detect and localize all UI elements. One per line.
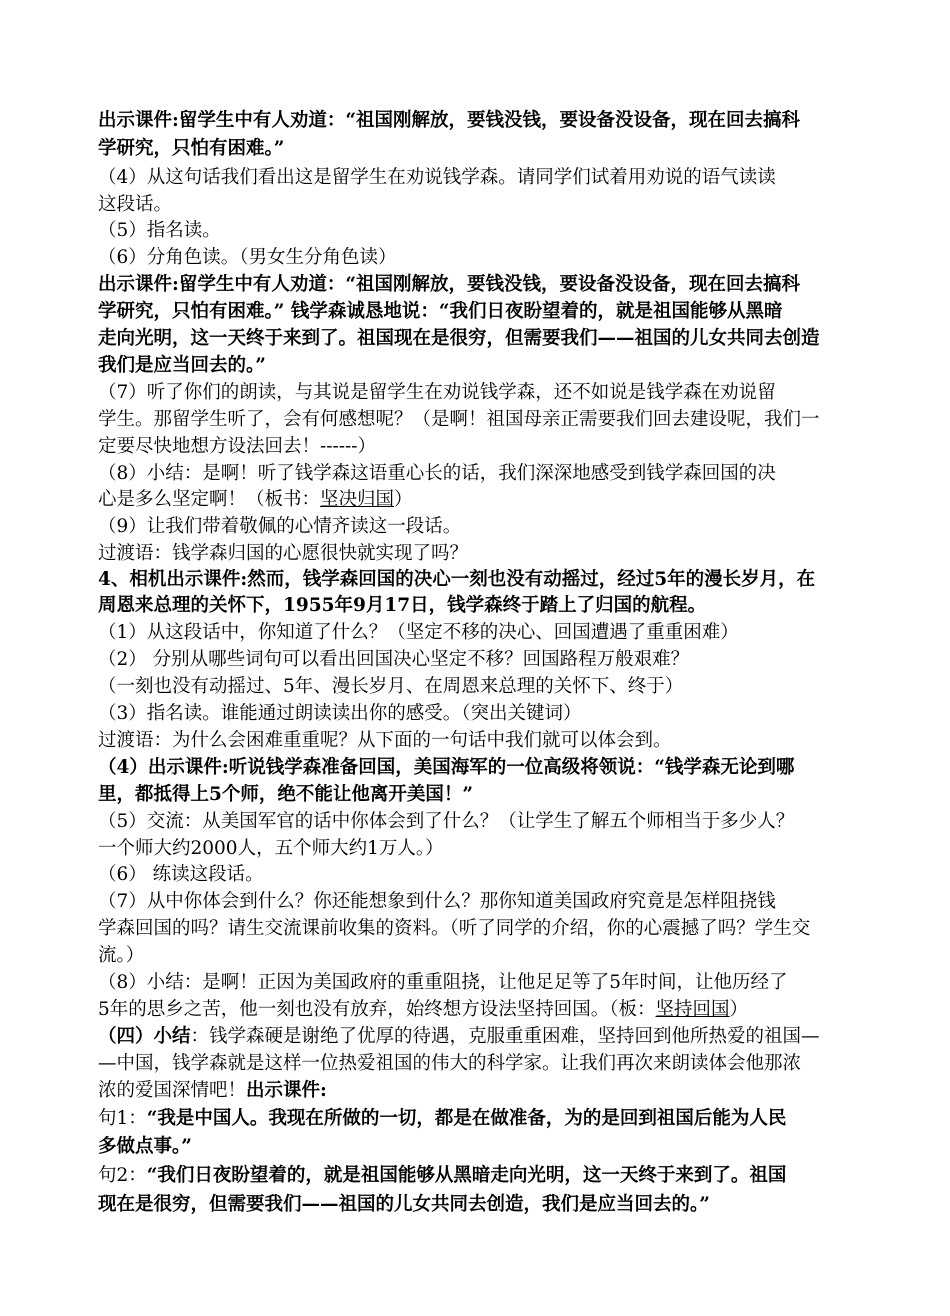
text-segment: ） [729, 999, 749, 1020]
text-segment: （一刻也没有动摇过、5年、漫长岁月、在周恩来总理的关怀下、终于） [98, 676, 684, 697]
text-segment: （1）从这段话中，你知道了什么？（坚定不移的决心、回国遭遇了重重困难） [98, 622, 739, 643]
text-line [98, 542, 888, 566]
text-segment: （3）指名读。谁能通过朗读读出你的感受。（突出关键词） [98, 703, 582, 724]
text-line [98, 246, 888, 270]
bold-text-segment: 我们是应当回去的。” [98, 355, 266, 376]
bold-text-segment: “我是中国人。我现在所做的一切，都是在做准备，为的是回到祖国后能为人民 [146, 1108, 787, 1129]
text-line [98, 109, 888, 133]
text-line [98, 354, 888, 378]
text-line [98, 675, 888, 699]
text-line [98, 917, 888, 941]
bold-text-segment: 学研究，只怕有困难。” [98, 138, 285, 159]
text-line [98, 1107, 888, 1131]
text-line [98, 300, 888, 324]
text-line [98, 702, 888, 726]
text-segment: 心是多么坚定啊！（板书： [98, 489, 321, 510]
text-segment: （7）从中你体会到什么？你还能想象到什么？那你知道美国政府究竟是怎样阻挠钱 [98, 891, 776, 912]
text-line [98, 1025, 888, 1049]
text-segment: （9）让我们带着敬佩的心情齐读这一段话。 [98, 516, 462, 537]
text-segment: 这段话。 [98, 194, 173, 215]
text-line [98, 890, 888, 914]
text-line [98, 488, 888, 512]
text-line [98, 462, 888, 486]
bold-text-segment: 学研究，只怕有困难。” 钱学森诚恳地说：“我们日夜盼望着的，就是祖国能够从黑暗 [98, 301, 783, 322]
text-line [98, 568, 888, 592]
text-segment: —中国，钱学森就是这样一位热爱祖国的伟大的科学家。让我们再次来朗读体会他那浓 [98, 1053, 802, 1074]
bold-text-segment: 出示课件:留学生中有人劝道：“祖国刚解放，要钱没钱，要设备没设备，现在回去搞科 [98, 274, 800, 295]
text-segment: 过渡语：钱学森归国的心愿很快就实现了吗？ [98, 543, 469, 564]
text-line [98, 729, 888, 753]
text-line [98, 1052, 888, 1076]
bold-text-segment: “我们日夜盼望着的，就是祖国能够从黑暗走向光明，这一天终于来到了。祖国 [146, 1165, 787, 1186]
text-segment: 一个师大约2000人，五个师大约1万人。） [98, 838, 444, 859]
text-segment: 浓的爱国深情吧！ [98, 1080, 247, 1101]
bold-text-segment: 走向光明，这一天终于来到了。祖国现在是很穷，但需要我们——祖国的儿女共同去创造 [98, 328, 820, 349]
text-segment: 句1： [98, 1108, 147, 1129]
text-segment: （6）分角色读。（男女生分角色读） [98, 247, 397, 268]
text-segment: （6） 练读这段话。 [98, 864, 264, 885]
text-line [98, 944, 888, 968]
text-segment: 学生。那留学生听了，会有何感想呢？（是啊！祖国母亲正需要我们回去建设呢，我们一 [98, 409, 820, 430]
text-segment: 5年的思乡之苦，他一刻也没有放弃，始终想方设法坚持回国。（板： [98, 999, 656, 1020]
text-line [98, 1193, 888, 1217]
board-note-text: 坚决归国 [320, 489, 395, 510]
text-line [98, 648, 888, 672]
text-line [98, 810, 888, 834]
text-segment: ） [394, 489, 413, 510]
text-segment: （4）从这句话我们看出这是留学生在劝说钱学森。请同学们试着用劝说的语气读读 [98, 167, 776, 188]
bold-text-segment: 留学生中有人劝道：“祖国刚解放，要钱没钱，要设备没设备，现在回去搞科 [178, 110, 800, 131]
text-line [98, 783, 888, 807]
text-segment: （2） 分别从哪些词句可以看出回国决心坚定不移？回国路程万般艰难？ [98, 649, 690, 670]
text-line [98, 1079, 888, 1103]
text-line [98, 515, 888, 539]
bold-text-segment: 4、相机 [98, 569, 167, 590]
text-segment: 流。） [98, 945, 145, 966]
text-line [98, 273, 888, 297]
text-line [98, 1135, 888, 1159]
text-segment: （7）听了你们的朗读，与其说是留学生在劝说钱学森，还不如说是钱学森在劝说留 [98, 382, 776, 403]
text-line [98, 1164, 888, 1188]
text-segment: （5）指名读。 [98, 220, 221, 241]
board-note-text: 坚持回国 [655, 999, 730, 1020]
text-line [98, 971, 888, 995]
text-segment: 句2： [98, 1165, 147, 1186]
text-line [98, 408, 888, 432]
text-line [98, 381, 888, 405]
text-segment: 学森回国的吗？请生交流课前收集的资料。（听了同学的介绍，你的心震撼了吗？学生交 [98, 918, 811, 939]
text-segment: （8）小结：是啊！正因为美国政府的重重阻挠，让他足足等了5年时间，让他历经了 [98, 972, 788, 993]
text-line [98, 166, 888, 190]
bold-text-segment: （4）出示课件:听说钱学森准备回国，美国海军的一位高级将领说：“钱学森无论到哪 [98, 757, 795, 778]
bold-text-segment: 周恩来总理的关怀下，1955年9月17日，钱学森终于踏上了归国的航程。 [98, 595, 707, 616]
text-line [98, 193, 888, 217]
text-segment: ：钱学森硬是谢绝了优厚的待遇，克服重重困难，坚持回到他所热爱的祖国— [190, 1026, 820, 1047]
text-line [98, 998, 888, 1022]
text-segment: （8）小结：是啊！听了钱学森这语重心长的话，我们深深地感受到钱学森回国的决 [98, 463, 776, 484]
text-line [98, 137, 888, 161]
bold-text-segment: 多做点事。” [98, 1136, 192, 1157]
text-line [98, 327, 888, 351]
bold-text-segment: 现在是很穷，但需要我们——祖国的儿女共同去创造，我们是应当回去的。” [98, 1194, 710, 1215]
text-line [98, 756, 888, 780]
text-line [98, 837, 888, 861]
text-line [98, 621, 888, 645]
bold-text-segment: 出示课件: [246, 1080, 327, 1101]
bold-text-segment: 里，都抵得上5个师，绝不能让他离开美国！” [98, 784, 474, 805]
bold-text-segment: （四）小结 [98, 1026, 191, 1047]
text-line [98, 863, 888, 887]
text-line [98, 219, 888, 243]
text-segment: （5）交流：从美国军官的话中你体会到了什么？（让学生了解五个师相当于多少人？ [98, 811, 795, 832]
bold-text-segment: 出示课件:然而，钱学森回国的决心一刻也没有动摇过，经过5年的漫长岁月，在 [166, 569, 816, 590]
text-segment: 过渡语：为什么会困难重重呢？从下面的一句话中我们就可以体会到。 [98, 730, 672, 751]
bold-text-segment: 出示课件: [98, 110, 179, 131]
text-line [98, 435, 888, 459]
text-line [98, 594, 888, 618]
text-segment: 定要尽快地想方设法回去！------） [98, 436, 377, 457]
